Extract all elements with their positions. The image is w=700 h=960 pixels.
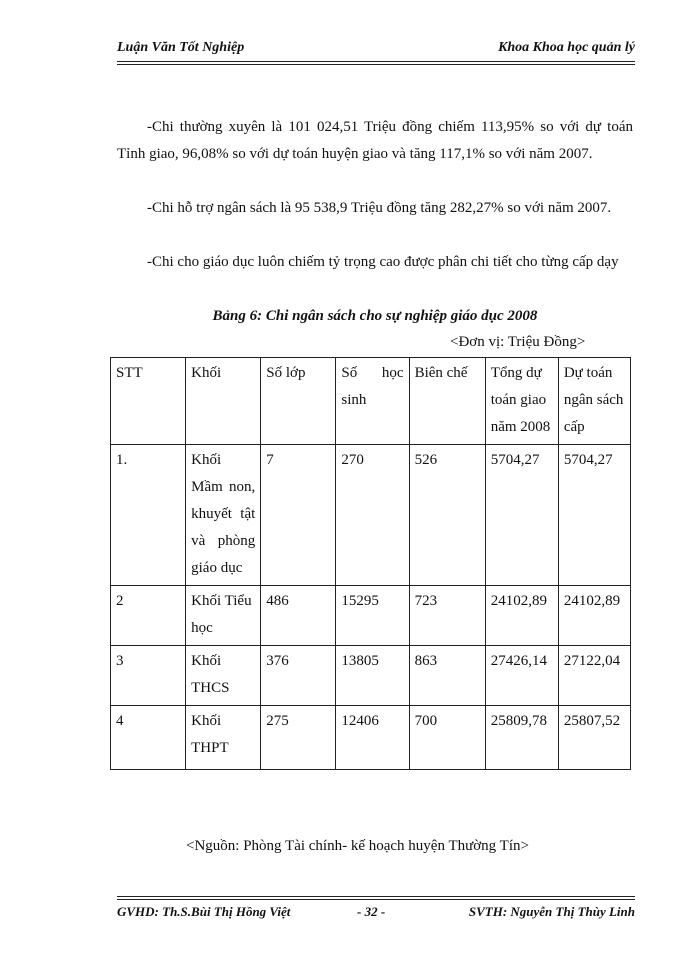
table-cell: 4	[111, 706, 186, 770]
table-cell: 24102,89	[558, 586, 630, 646]
header-cell: Biên chế	[409, 358, 485, 445]
table-cell: 1.	[111, 445, 186, 586]
paragraph-recurrent-spending: -Chi thường xuyên là 101 024,51 Triệu đồng chiếm 113,95% so với dự toán Tỉnh giao, 96,08% so với dự toán huyện giao và tăng 117,1% so với năm 2007.	[117, 119, 633, 162]
table-row	[111, 586, 631, 646]
table-cell: 486	[261, 586, 336, 646]
table-cell: 3	[111, 646, 186, 706]
table-cell: 863	[409, 646, 485, 706]
table-cell: 13805	[336, 646, 409, 706]
table-cell: 27426,14	[485, 646, 558, 706]
paragraph-budget-support: -Chi hỗ trợ ngân sách là 95 538,9 Triệu đồng tăng 282,27% so với năm 2007.	[147, 200, 612, 216]
header-cell: Số lớp	[261, 358, 336, 445]
header-cell: Khối	[186, 358, 261, 445]
table-cell: 12406	[336, 706, 409, 770]
page-footer	[117, 904, 635, 924]
table-cell: 275	[261, 706, 336, 770]
table-caption: Bảng 6: Chi ngân sách cho sự nghiệp giáo dục 2008	[212, 308, 538, 324]
table-source: <Nguồn: Phòng Tài chính- kế hoạch huyện Thường Tín>	[186, 838, 529, 854]
header-cell: Số học sinh	[336, 358, 409, 445]
footer-rule-second	[117, 899, 635, 900]
footer-student: SVTH: Nguyễn Thị Thùy Linh	[468, 904, 635, 919]
table-cell: 270	[336, 445, 409, 586]
paragraph-education-spending: -Chi cho giáo dục luôn chiếm tỷ trọng cao được phân chi tiết cho từng cấp dạy	[147, 254, 619, 270]
table-cell: 5704,27	[558, 445, 630, 586]
table-cell: 27122,04	[558, 646, 630, 706]
table-cell: 723	[409, 586, 485, 646]
table-unit: <Đơn vị: Triệu Đồng>	[450, 334, 586, 350]
table-cell: 25809,78	[485, 706, 558, 770]
header-rule	[117, 61, 635, 62]
header-right: Khoa Khoa học quản lý	[498, 40, 635, 55]
table-cell: Khối THCS	[186, 646, 261, 706]
header-cell: Dự toán ngân sách cấp	[558, 358, 630, 445]
table-cell: 5704,27	[485, 445, 558, 586]
page-header	[117, 40, 635, 60]
table-cell: Khối THPT	[186, 706, 261, 770]
table-cell: 526	[409, 445, 485, 586]
header-cell: Tổng dự toán giao năm 2008	[485, 358, 558, 445]
table-cell: 376	[261, 646, 336, 706]
table-cell: 700	[409, 706, 485, 770]
table-cell: 7	[261, 445, 336, 586]
header-rule-second	[117, 64, 635, 65]
header-left: Luận Văn Tốt Nghiệp	[117, 40, 245, 55]
table-cell: Khối Mầm non, khuyết tật và phòng giáo dục	[186, 445, 261, 586]
table-cell: 25807,52	[558, 706, 630, 770]
table-cell: 24102,89	[485, 586, 558, 646]
header-cell: STT	[111, 358, 186, 445]
table-cell: 2	[111, 586, 186, 646]
page-number: - 32 -	[357, 904, 386, 919]
footer-rule	[117, 896, 635, 897]
table-cell: 15295	[336, 586, 409, 646]
table-row	[111, 646, 631, 706]
table-cell: Khối Tiểu học	[186, 586, 261, 646]
table-row	[111, 706, 631, 770]
education-budget-table	[110, 357, 631, 770]
table-header-row	[111, 358, 631, 445]
table-row	[111, 445, 631, 586]
footer-advisor: GVHD: Th.S.Bùi Thị Hồng Việt	[117, 904, 291, 919]
